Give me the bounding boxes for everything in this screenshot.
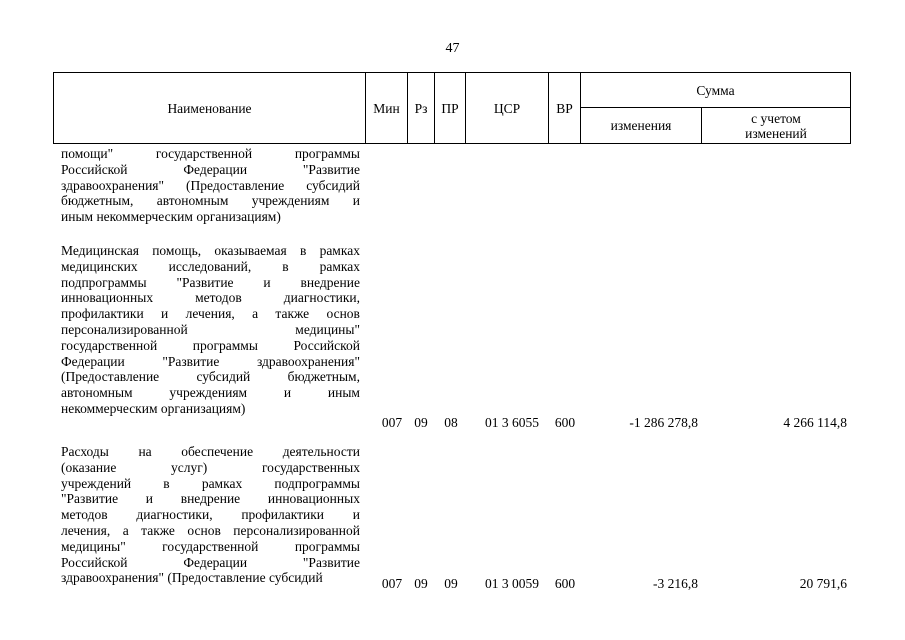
word: методов bbox=[195, 290, 242, 306]
word: инновационных bbox=[267, 491, 360, 507]
text-line bbox=[61, 290, 360, 306]
row-1-name bbox=[61, 243, 360, 417]
word: оказываемая bbox=[214, 243, 287, 258]
word: здравоохранения" bbox=[256, 353, 360, 369]
word: Федерации bbox=[183, 161, 248, 177]
word: автономным bbox=[61, 385, 133, 401]
text-line bbox=[61, 385, 360, 401]
word: исследований, bbox=[168, 258, 252, 274]
word: инновационных bbox=[61, 290, 154, 306]
header-name: Наименование bbox=[53, 72, 365, 144]
word: государственной bbox=[155, 146, 253, 161]
word: Медицинская bbox=[61, 243, 139, 258]
word: Расходы bbox=[61, 444, 109, 459]
text-line bbox=[61, 259, 360, 275]
word: государственной bbox=[162, 538, 259, 554]
header-s-uchetom-line2: изменений bbox=[745, 125, 807, 141]
word: Российской bbox=[61, 554, 128, 570]
text-line bbox=[61, 354, 360, 370]
word: Российской bbox=[293, 337, 360, 353]
row-2-pr: 09 bbox=[444, 576, 458, 591]
word: лечения, bbox=[185, 306, 235, 322]
word: и bbox=[352, 507, 360, 523]
word: подпрограммы bbox=[274, 475, 360, 491]
row-2-change: -3 216,8 bbox=[653, 576, 698, 591]
word: Федерации bbox=[61, 353, 125, 369]
word: (Предоставление bbox=[186, 177, 285, 193]
text-line: иным некоммерческим организациям) bbox=[61, 209, 281, 225]
word: внедрение bbox=[180, 491, 241, 507]
header-rz: Рз bbox=[407, 72, 434, 144]
text-line bbox=[61, 306, 360, 322]
word: деятельности bbox=[282, 444, 360, 459]
word: субсидий bbox=[196, 369, 251, 385]
text-line bbox=[61, 476, 360, 492]
text-line bbox=[61, 491, 360, 507]
text-line: здравоохранения" (Предоставление субсидий bbox=[61, 570, 323, 586]
text-line bbox=[61, 507, 360, 523]
word: внедрение bbox=[300, 274, 360, 290]
word: профилактики bbox=[241, 507, 325, 523]
row-2-name bbox=[61, 444, 360, 586]
word: персонализированной bbox=[61, 321, 188, 337]
word: диагностики, bbox=[136, 507, 213, 523]
row-1-min: 007 bbox=[381, 415, 403, 430]
word: иным bbox=[327, 385, 360, 401]
word: помощь, bbox=[152, 243, 202, 258]
word: и bbox=[283, 385, 292, 401]
header-min: Мин bbox=[365, 72, 407, 144]
word: государственной bbox=[61, 337, 158, 353]
word: обеспечение bbox=[181, 444, 254, 459]
text-line bbox=[61, 369, 360, 385]
word: (Предоставление bbox=[61, 369, 160, 385]
word: подпрограммы bbox=[61, 274, 147, 290]
row-2-csr: 01 3 0059 bbox=[485, 576, 539, 591]
text-line bbox=[61, 555, 360, 571]
page-number: 47 bbox=[445, 41, 460, 56]
word: и bbox=[352, 193, 360, 209]
row-2-total: 20 791,6 bbox=[799, 576, 847, 591]
word: "Развитие bbox=[176, 274, 234, 290]
word: бюджетным, bbox=[287, 369, 360, 385]
word: "Развитие bbox=[302, 161, 360, 177]
row-2-min: 007 bbox=[381, 576, 403, 591]
word: Российской bbox=[61, 161, 128, 177]
word: программы bbox=[294, 538, 360, 554]
word: диагностики, bbox=[283, 290, 360, 306]
header-vr: ВР bbox=[548, 72, 580, 144]
row-1-vr: 600 bbox=[554, 415, 576, 430]
word: медицины" bbox=[61, 538, 126, 554]
word: на bbox=[138, 444, 152, 459]
word: в bbox=[163, 475, 170, 491]
word: персонализированной bbox=[233, 522, 360, 538]
word: в bbox=[299, 243, 307, 258]
word: бюджетным, bbox=[61, 193, 134, 209]
header-izmeneniya: изменения bbox=[580, 107, 701, 144]
word: здравоохранения" bbox=[61, 177, 165, 193]
word: программы bbox=[192, 337, 258, 353]
text-line bbox=[61, 146, 360, 162]
word: (оказание bbox=[61, 459, 117, 475]
word: автономным bbox=[156, 193, 229, 209]
word: также bbox=[275, 306, 310, 322]
row-2-vr: 600 bbox=[554, 576, 576, 591]
word: методов bbox=[61, 507, 108, 523]
word: учреждениям bbox=[169, 385, 248, 401]
word: учреждений bbox=[61, 475, 132, 491]
word: "Развитие bbox=[302, 554, 360, 570]
header-pr: ПР bbox=[434, 72, 465, 144]
word: профилактики bbox=[61, 306, 144, 322]
word: учреждениям bbox=[251, 193, 330, 209]
header-csr: ЦСР bbox=[465, 72, 548, 144]
text-line bbox=[61, 322, 360, 338]
word: рамках bbox=[319, 258, 360, 274]
text-line bbox=[61, 178, 360, 194]
word: а bbox=[122, 522, 129, 538]
word: медицины" bbox=[295, 321, 360, 337]
word: субсидий bbox=[306, 177, 360, 193]
word: "Развитие bbox=[61, 491, 119, 507]
word: медицинских bbox=[61, 258, 138, 274]
row-1-rz: 09 bbox=[414, 415, 428, 430]
text-line bbox=[61, 460, 360, 476]
row-1-csr: 01 3 6055 bbox=[485, 415, 539, 430]
word: "Развитие bbox=[162, 353, 220, 369]
word: основ bbox=[187, 522, 221, 538]
word: и bbox=[263, 274, 271, 290]
word: государственных bbox=[261, 459, 360, 475]
word: лечения, bbox=[61, 522, 111, 538]
word: рамках bbox=[201, 475, 243, 491]
word: а bbox=[252, 306, 259, 322]
word: также bbox=[141, 522, 175, 538]
text-line bbox=[61, 338, 360, 354]
text-line bbox=[61, 193, 360, 209]
text-line bbox=[61, 162, 360, 178]
word: Федерации bbox=[183, 554, 248, 570]
header-summa: Сумма bbox=[580, 72, 851, 107]
header-s-uchetom-line1: с учетом bbox=[751, 110, 801, 126]
text-line bbox=[61, 539, 360, 555]
text-line bbox=[61, 243, 360, 259]
text-line bbox=[61, 523, 360, 539]
word: услуг) bbox=[171, 459, 208, 475]
text-line: некоммерческим организациям) bbox=[61, 400, 246, 416]
row-0-name bbox=[61, 146, 360, 225]
row-2-rz: 09 bbox=[414, 576, 428, 591]
word: рамках bbox=[319, 243, 360, 258]
row-1-change: -1 286 278,8 bbox=[629, 415, 698, 430]
text-line bbox=[61, 444, 360, 460]
word: программы bbox=[294, 146, 360, 161]
header-s-uchetom bbox=[701, 107, 851, 144]
text-line bbox=[61, 275, 360, 291]
word: и bbox=[161, 306, 169, 322]
word: в bbox=[282, 258, 289, 274]
word: помощи" bbox=[61, 146, 114, 161]
row-1-total: 4 266 114,8 bbox=[783, 415, 847, 430]
word: и bbox=[145, 491, 153, 507]
row-1-pr: 08 bbox=[444, 415, 458, 430]
word: основ bbox=[326, 306, 360, 322]
